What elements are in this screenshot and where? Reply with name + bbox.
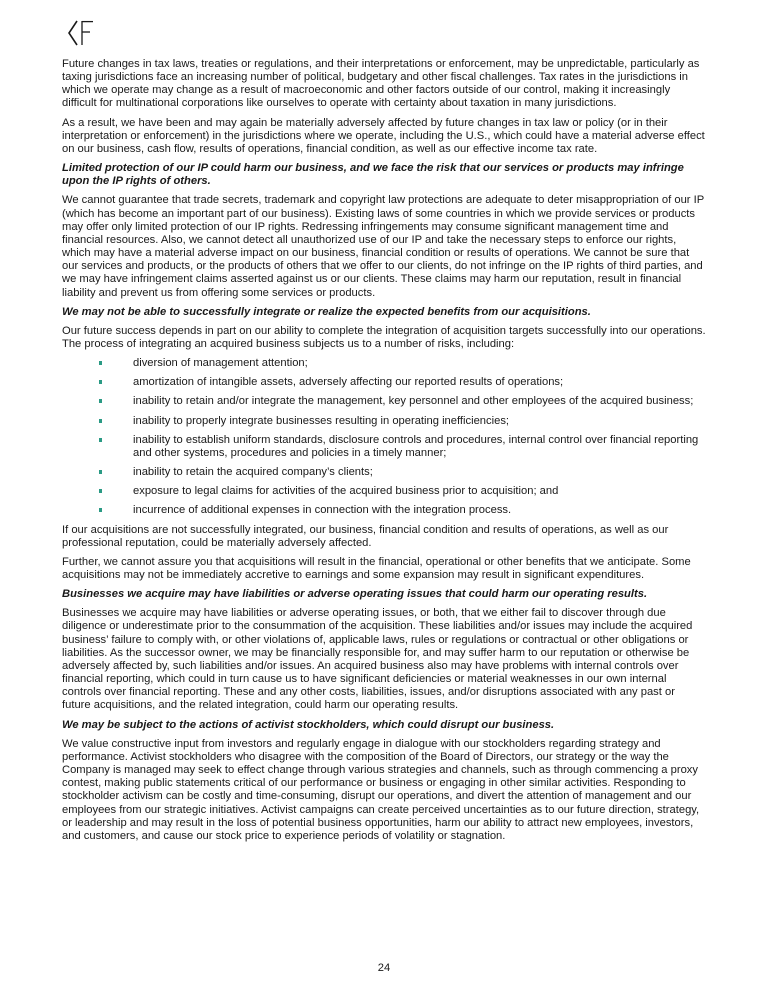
kf-monogram-logo (66, 18, 102, 48)
body-text (62, 58, 706, 849)
bullet-marker (99, 380, 102, 384)
integration-risk-list (62, 357, 706, 517)
bullet-marker (99, 419, 102, 423)
page-number: 24 (377, 962, 391, 974)
list-item (62, 395, 706, 408)
paragraph-integration-failure: If our acquisitions are not successfully integrated, our business, financial condition and results of operations, as well as our professional reputation, could be materially adversely affected. (62, 523, 669, 549)
paragraph-ip-protection: We cannot guarantee that trade secrets, trademark and copyright law protections are adequate to deter misappropriation of our IP (which has become an important part of our business). Existing laws of some countries in which we provide services or products may offer only limited protection of our IP rights. Redressing infringements may consume significant management time and financial resources. Also, we cannot detect all unauthorized use of our IP and take the necessary steps to enforce our rights, which may have a material adverse impact on our business, financial condition or results of operations. We cannot be sure that our services and products, or the products of others that we offer to our clients, do not infringe on the IP rights of third parties, and we may have infringement claims asserted against us or our clients. These claims may harm our reputation, result in financial liability and prevent us from offering some services or products. (62, 194, 704, 299)
list-item-text: amortization of intangible assets, adversely affecting our reported results of operations; (133, 376, 564, 389)
list-item-text: inability to retain the acquired company’s clients; (133, 466, 373, 479)
list-item-text: exposure to legal claims for activities of the acquired business prior to acquisition; and (133, 485, 559, 498)
list-item-text: inability to properly integrate businesses resulting in operating inefficiencies; (133, 414, 510, 427)
list-item (62, 485, 706, 498)
paragraph-acquired-liabilities: Businesses we acquire may have liabilities or adverse operating issues, or both, that we either fail to discover through due diligence or underestimate prior to the consummation of the acquisition. These liabilities and/or issues may include the acquired business’ failure to comply with, or other violations of, applicable laws, rules or regulations or contractual or other obligations or liabilities. As the successor owner, we may be financially responsible for, and may suffer harm to our reputation or otherwise be adversely affected by, such liabilities and/or issues. An acquired business also may have problems with internal controls over financial reporting, which could in turn cause us to have significant deficiencies or material weaknesses in our own internal controls over financial reporting. These and any other costs, liabilities, issues, and/or disruptions associated with any past or future acquisitions, and the related integration, could harm our operating results. (62, 607, 693, 712)
bullet-marker (99, 489, 102, 493)
list-item-text: diversion of management attention; (133, 357, 308, 370)
bullet-marker (99, 361, 102, 365)
heading-activist-stockholders: We may be subject to the actions of activist stockholders, which could disrupt our business. (62, 718, 555, 731)
paragraph-integration-risks: Our future success depends in part on our ability to complete the integration of acquisition targets successfully into our operations. The process of integrating an acquired business subjects us to a number of risks, including: (62, 324, 706, 350)
list-item (62, 504, 706, 517)
list-item-text: inability to establish uniform standards, disclosure controls and procedures, internal control over financial reporting and other systems, procedures and policies in a timely manner; (133, 433, 699, 459)
list-item (62, 434, 706, 460)
paragraph-activist-stockholders: We value constructive input from investors and regularly engage in dialogue with our stockholders regarding strategy and performance. Activist stockholders who disagree with the composition of the Board of Directors, our strategy or the way the Company is managed may seek to effect change through various strategies and channels, such as through commencing a proxy contest, making public statements critical of our performance or business or engaging in other similar activities. Responding to stockholder activism can be costly and time-consuming, disrupt our operations, and divert the attention of management and our employees from our strategic initiatives. Activist campaigns can create perceived uncertainties as to our future direction, strategy, or leadership and may result in the loss of potential business opportunities, harm our ability to attract new employees, investors, and customers, and cause our stock price to experience periods of volatility or stagnation. (62, 737, 700, 842)
list-item-text: incurrence of additional expenses in connection with the integration process. (133, 504, 512, 517)
heading-acquired-liabilities: Businesses we acquire may have liabilities or adverse operating issues that could harm our operating results. (62, 588, 648, 601)
list-item (62, 415, 706, 428)
paragraph-tax-changes: Future changes in tax laws, treaties or regulations, and their interpretations or enforcement, may be unpredictable, particularly as taxing jurisdictions face an increasing number of political, budgetary and other fiscal challenges. Tax rates in the jurisdictions in which we operate may change as a result of macroeconomic and other factors outside of our control, making it increasingly difficult for multinational corporations like ourselves to operate with certainty about taxation in many jurisdictions. (62, 58, 700, 110)
heading-acquisition-integration: We may not be able to successfully integrate or realize the expected benefits from our acquisitions. (62, 305, 591, 318)
list-item (62, 466, 706, 479)
bullet-marker (99, 438, 102, 442)
list-item (62, 357, 706, 370)
paragraph-tax-adverse-effect: As a result, we have been and may again be materially adversely affected by future changes in tax law or policy (or in their interpretation or enforcement) in the jurisdictions where we operate, including the U.S., which could have a material adverse effect on our business, cash flow, results of operations, financial condition, as well as our effective income tax rate. (62, 116, 705, 155)
heading-ip-protection: Limited protection of our IP could harm our business, and we face the risk that our services or products may infringe upon the IP rights of others. (62, 162, 684, 188)
list-item (62, 376, 706, 389)
paragraph-acquisition-benefits: Further, we cannot assure you that acquisitions will result in the financial, operational or other benefits that we anticipate. Some acquisitions may not be immediately accretive to earnings and some expansion may result in significant expenditures. (62, 555, 691, 581)
list-item-text: inability to retain and/or integrate the management, key personnel and other employees of the acquired business; (133, 395, 694, 408)
bullet-marker (99, 399, 102, 403)
bullet-marker (99, 508, 102, 512)
bullet-marker (99, 470, 102, 474)
